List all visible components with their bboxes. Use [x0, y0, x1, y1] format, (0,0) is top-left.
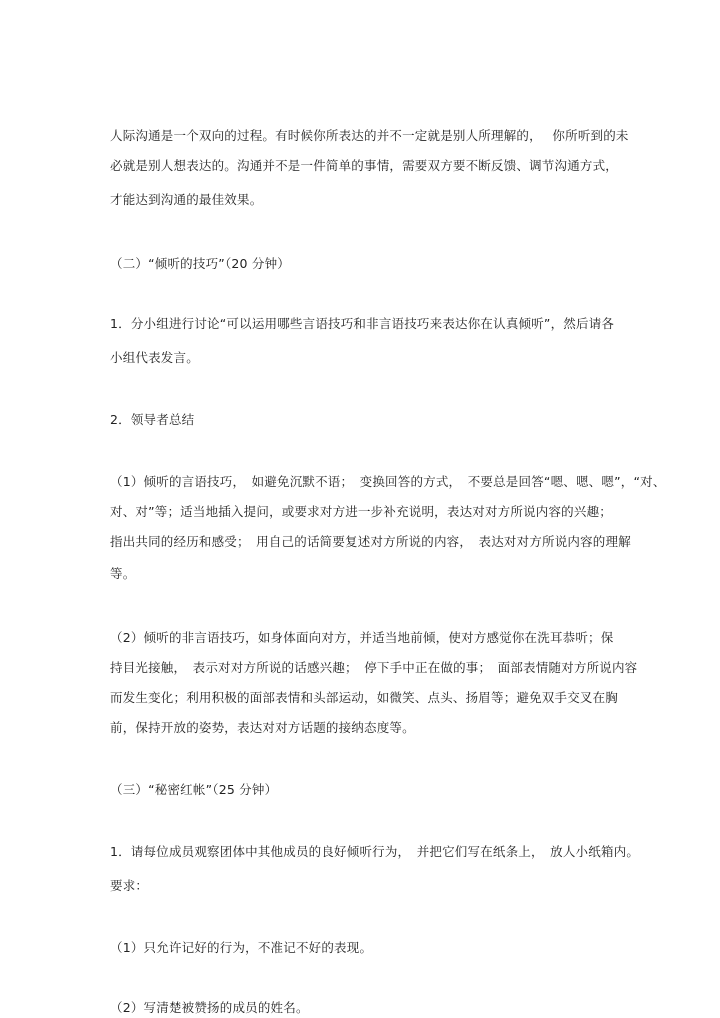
paragraph-line: 而发生变化；利用积极的面部表情和头部运动，如微笑、点头、扬眉等；避免双手交叉在胸	[110, 690, 619, 705]
paragraph-line: 才能达到沟通的最佳效果。	[110, 192, 263, 207]
subheading: 2．领导者总结	[110, 412, 195, 427]
paragraph-line: 对、对”等；适当地插入提问，或要求对方进一步补充说明，表达对对方所说内容的兴趣；	[110, 504, 612, 519]
paragraph-line: （1）只允许记好的行为，不准记不好的表现。	[110, 940, 373, 955]
paragraph-line: 要求：	[110, 878, 149, 893]
paragraph-line: 1．分小组进行讨论“可以运用哪些言语技巧和非言语技巧来表达你在认真倾听”，然后请各	[110, 316, 615, 331]
paragraph-line: 小组代表发言。	[110, 350, 199, 365]
section-heading: （三）“秘密红帐”（25 分钟）	[110, 782, 278, 797]
paragraph-line: 人际沟通是一个双向的过程。有时候你所表达的并不一定就是别人所理解的， 你所听到的未	[110, 128, 629, 143]
paragraph-line: 等。	[110, 566, 136, 581]
paragraph-line: （1）倾听的言语技巧， 如避免沉默不语； 变换回答的方式， 不要总是回答“嗯、嗯、嗯”，“对、	[110, 474, 666, 489]
section-heading: （二）“倾听的技巧”（20 分钟）	[110, 256, 290, 271]
paragraph-line: （2）写清楚被赞扬的成员的姓名。	[110, 1000, 309, 1015]
paragraph-line: （2）倾听的非言语技巧，如身体面向对方，并适当地前倾，使对方感觉你在洗耳恭听；保	[110, 630, 614, 645]
paragraph-line: 必就是别人想表达的。沟通并不是一件简单的事情，需要双方要不断反馈、调节沟通方式，	[110, 158, 619, 173]
paragraph-line: 1．请每位成员观察团体中其他成员的良好倾听行为， 并把它们写在纸条上， 放人小纸箱内。	[110, 844, 640, 859]
paragraph-line: 持目光接触， 表示对对方所说的话感兴趣； 停下手中正在做的事； 面部表情随对方所说内容	[110, 660, 638, 675]
paragraph-line: 前，保持开放的姿势，表达对对方话题的接纳态度等。	[110, 720, 415, 735]
paragraph-line: 指出共同的经历和感受； 用自己的话简要复述对方所说的内容， 表达对对方所说内容的理解	[110, 534, 631, 549]
